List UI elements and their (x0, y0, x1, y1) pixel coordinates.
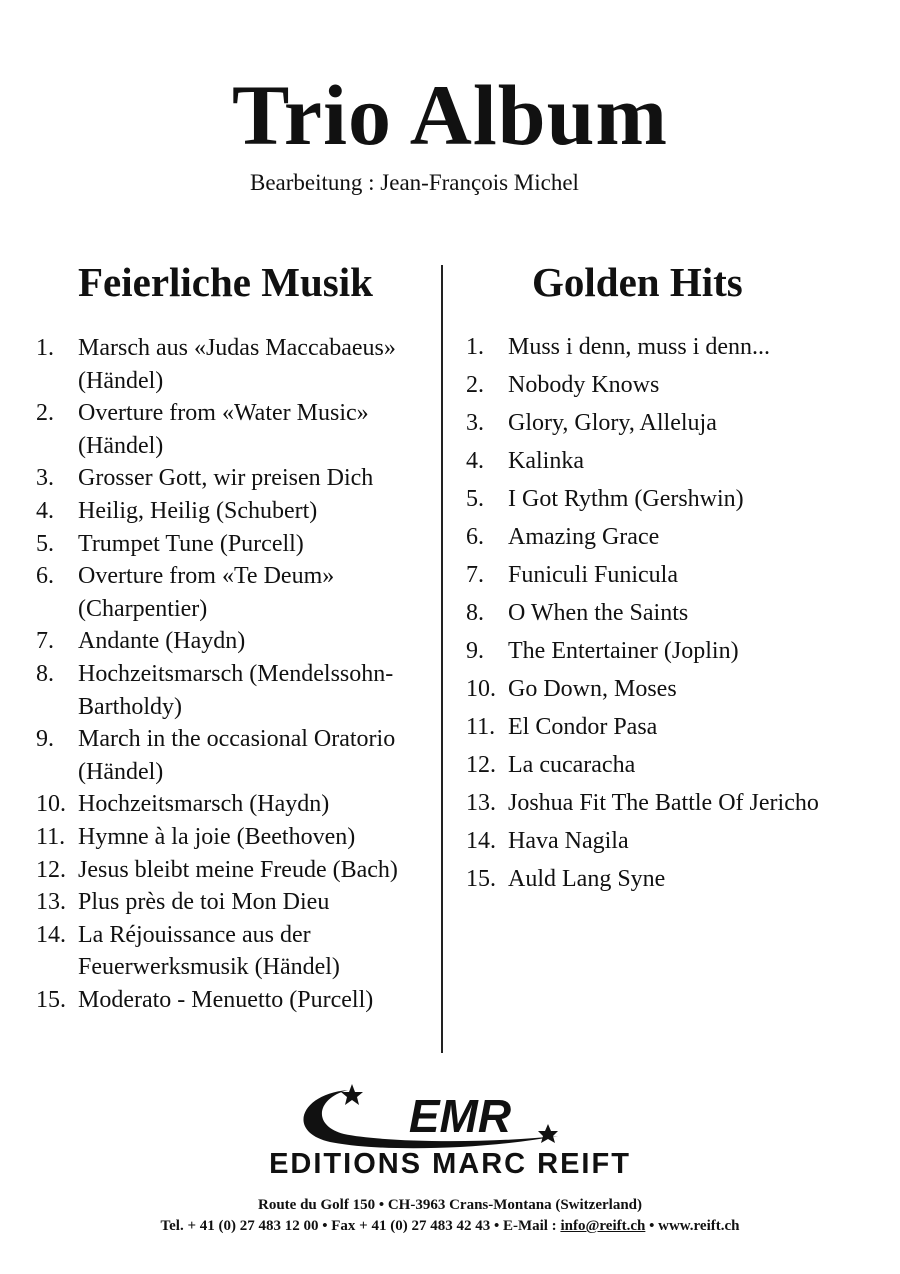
item-title: Andante (Haydn) (78, 628, 246, 655)
list-item (36, 658, 436, 723)
item-title: Nobody Knows (508, 372, 660, 398)
item-number: 1. (466, 334, 484, 360)
list-item (36, 788, 436, 821)
list-item (36, 560, 436, 625)
item-number: 14. (466, 828, 496, 854)
item-number: 4. (466, 448, 484, 474)
item-number: 13. (466, 790, 496, 816)
logo-text: EMR (408, 1090, 512, 1142)
list-item (466, 594, 886, 632)
item-title: La cucaracha (508, 752, 636, 778)
list-item (466, 632, 886, 670)
list-item (466, 328, 886, 366)
item-number: 6. (466, 524, 484, 550)
item-title: Go Down, Moses (508, 676, 677, 702)
list-item (36, 625, 436, 658)
list-item (36, 821, 436, 854)
item-title: La Réjouissance aus der Feuerwerksmusik (Händel) (78, 921, 340, 981)
page-title: Trio Album (231, 67, 669, 163)
item-title: Hochzeitsmarsch (Mendelssohn-Bartholdy) (78, 660, 394, 720)
list-item (466, 822, 886, 860)
item-number: 1. (36, 335, 54, 361)
list-item (36, 854, 436, 887)
list-item (36, 462, 436, 495)
item-title: Moderato - Menuetto (Purcell) (78, 986, 374, 1013)
item-title: Hava Nagila (508, 828, 629, 854)
item-title: Muss i denn, muss i denn... (508, 334, 771, 360)
list-item (36, 332, 436, 397)
arranger-credit: Bearbeitung : Jean-François Michel (250, 170, 579, 195)
list-item (466, 784, 886, 822)
list-item (466, 442, 886, 480)
item-number: 8. (36, 660, 54, 687)
item-title: El Condor Pasa (508, 714, 658, 740)
list-item (466, 860, 886, 898)
item-title: Heilig, Heilig (Schubert) (78, 497, 318, 524)
list-item (466, 404, 886, 442)
item-title: Trumpet Tune (Purcell) (78, 530, 304, 557)
list-item (36, 984, 436, 1017)
list-item (466, 746, 886, 784)
item-number: 3. (36, 465, 54, 492)
email-link[interactable]: info@reift.ch (560, 1218, 646, 1234)
left-column-heading: Feierliche Musik (78, 259, 373, 305)
item-number: 9. (466, 638, 484, 664)
right-column-heading: Golden Hits (532, 259, 743, 305)
item-number: 7. (466, 562, 484, 588)
list-item (466, 708, 886, 746)
item-number: 4. (36, 497, 54, 524)
website: • www.reift.ch (645, 1218, 740, 1234)
item-number: 2. (36, 400, 54, 427)
item-number: 11. (36, 823, 66, 850)
item-title: Hochzeitsmarsch (Haydn) (78, 791, 330, 818)
item-title: Amazing Grace (508, 524, 660, 550)
item-number: 13. (36, 889, 66, 916)
list-item (466, 366, 886, 404)
list-item (466, 518, 886, 556)
list-item (36, 919, 436, 984)
item-number: 6. (36, 563, 54, 590)
item-title: Overture from «Te Deum» (Charpentier) (78, 563, 335, 622)
item-number: 12. (466, 752, 496, 778)
item-title: Marsch aus «Judas Maccabaeus» (Händel) (78, 335, 396, 394)
list-item (36, 528, 436, 561)
item-number: 2. (466, 372, 484, 398)
item-title: O When the Saints (508, 600, 689, 626)
item-number: 11. (466, 714, 496, 740)
emr-logo (290, 1080, 620, 1152)
star-icon (538, 1124, 558, 1143)
publisher-name: EDITIONS MARC REIFT (269, 1148, 631, 1180)
list-item (36, 397, 436, 462)
item-title: Kalinka (508, 448, 584, 474)
item-number: 7. (36, 628, 54, 655)
right-track-list (466, 328, 886, 898)
item-number: 14. (36, 921, 66, 948)
item-number: 12. (36, 856, 66, 883)
contact-phone-fax: Tel. + 41 (0) 27 483 12 00 • Fax + 41 (0) 27 483 42 43 • E-Mail : (160, 1218, 561, 1234)
item-title: Grosser Gott, wir preisen Dich (78, 465, 374, 492)
star-icon (341, 1084, 363, 1105)
item-title: Funiculi Funicula (508, 562, 678, 588)
item-title: I Got Rythm (Gershwin) (508, 486, 744, 512)
list-item (36, 723, 436, 788)
item-number: 15. (36, 986, 66, 1013)
item-title: Plus près de toi Mon Dieu (78, 889, 330, 916)
item-title: Auld Lang Syne (508, 866, 666, 892)
item-number: 8. (466, 600, 484, 626)
item-number: 5. (466, 486, 484, 512)
item-title: Hymne à la joie (Beethoven) (78, 823, 356, 850)
list-item (466, 480, 886, 518)
item-title: Joshua Fit The Battle Of Jericho (508, 790, 819, 816)
item-number: 9. (36, 726, 54, 753)
item-number: 10. (466, 676, 496, 702)
item-title: Overture from «Water Music» (Händel) (78, 400, 369, 459)
item-title: March in the occasional Oratorio (Händel) (78, 726, 396, 785)
item-title: The Entertainer (Joplin) (508, 638, 739, 664)
list-item (466, 670, 886, 708)
item-title: Glory, Glory, Alleluja (508, 410, 717, 436)
item-title: Jesus bleibt meine Freude (Bach) (78, 856, 398, 883)
list-item (466, 556, 886, 594)
item-number: 5. (36, 530, 54, 557)
left-track-list (36, 332, 436, 1016)
publisher-contact (0, 1218, 900, 1235)
item-number: 10. (36, 791, 66, 818)
list-item (36, 886, 436, 919)
column-divider (441, 265, 443, 1053)
item-number: 3. (466, 410, 484, 436)
list-item (36, 495, 436, 528)
item-number: 15. (466, 866, 496, 892)
publisher-address: Route du Golf 150 • CH-3963 Crans-Montana (Switzerland) (258, 1197, 642, 1213)
